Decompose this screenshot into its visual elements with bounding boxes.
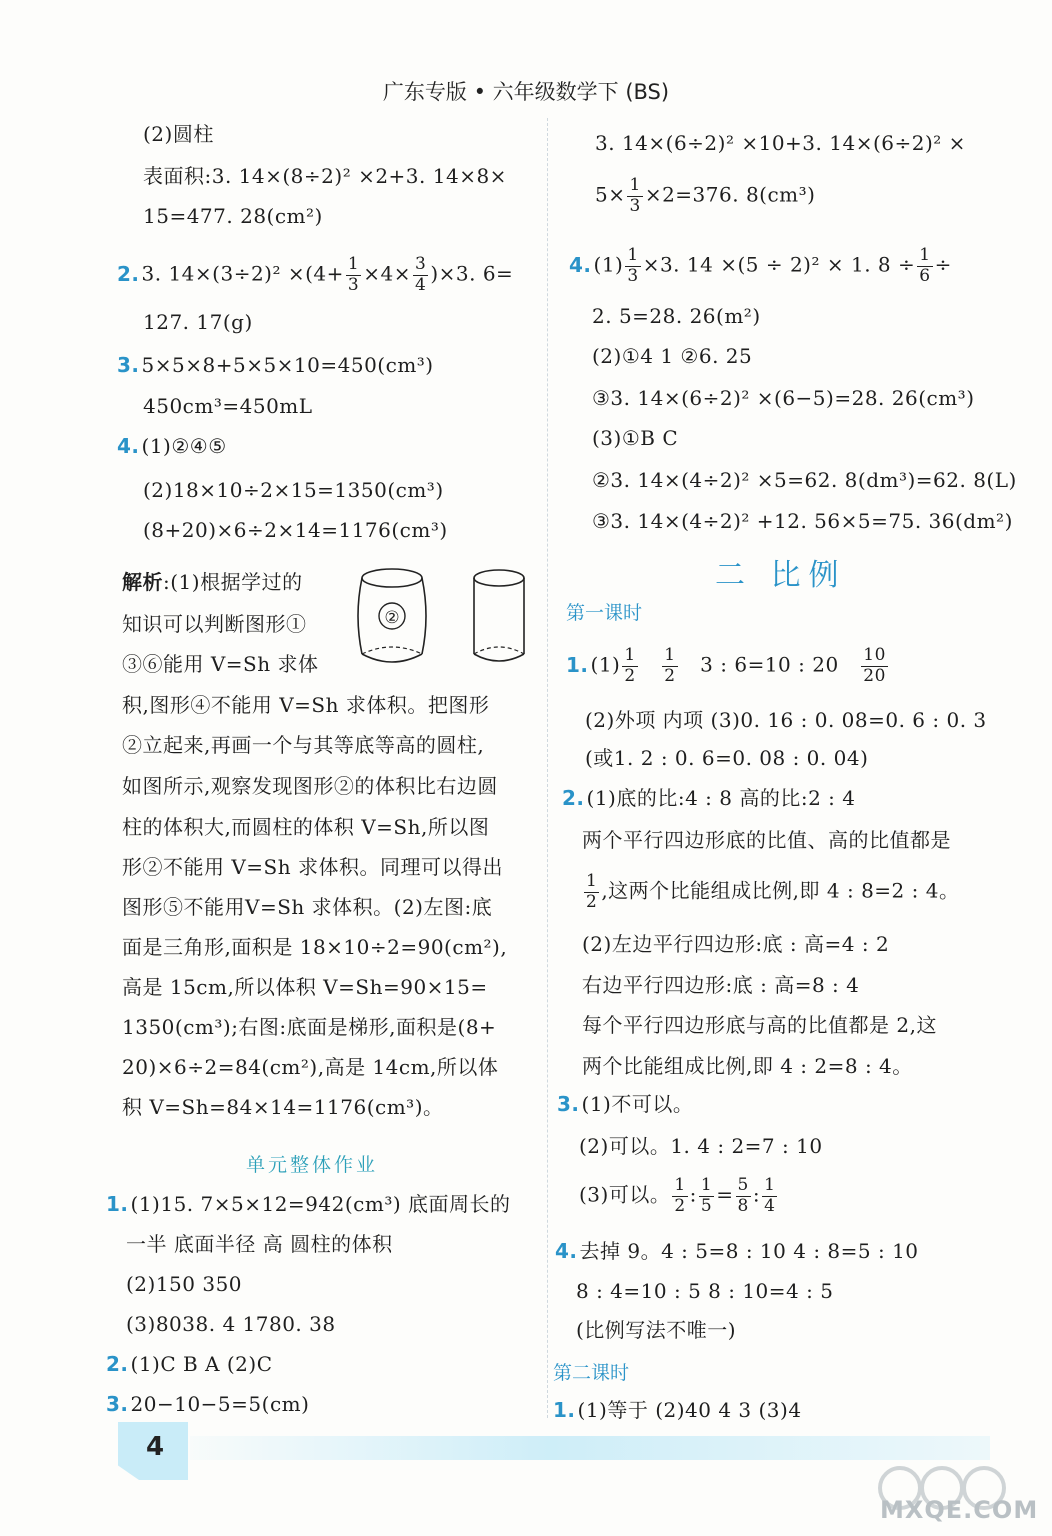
text-fragment: ,这两个比能组成比例,即 4 : 8=2 : 4。 bbox=[601, 878, 960, 903]
numerator: 1 bbox=[347, 254, 360, 274]
numerator: 1 bbox=[764, 1175, 776, 1195]
text-line: (或1. 2 : 0. 6=0. 08 : 0. 04) bbox=[585, 746, 869, 770]
denominator: 6 bbox=[919, 265, 931, 286]
fraction bbox=[625, 246, 640, 286]
lesson-title: 第一课时 bbox=[566, 602, 643, 624]
text-line: 3. 14×(6÷2)² ×10+3. 14×(6÷2)² × bbox=[595, 131, 966, 155]
text-fragment: (1)C B A (2)C bbox=[130, 1352, 273, 1376]
fraction bbox=[627, 176, 642, 216]
fraction bbox=[736, 1176, 751, 1216]
fraction bbox=[699, 1176, 714, 1216]
footer-band bbox=[190, 1436, 990, 1460]
fraction bbox=[346, 255, 361, 295]
analysis-line: 知识可以判断图形① bbox=[122, 612, 307, 636]
analysis-label: 解析 bbox=[122, 570, 163, 594]
analysis-line: ③⑥能用 V=Sh 求体 bbox=[122, 652, 319, 676]
analysis-line: 柱的体积大,而圆柱的体积 V=Sh,所以图 bbox=[122, 815, 490, 839]
text-line bbox=[579, 1176, 779, 1216]
fraction bbox=[584, 872, 599, 912]
ratio-colon: : bbox=[752, 1182, 761, 1207]
text-line: (2)外项 内项 (3)0. 16 : 0. 08=0. 6 : 0. 3 bbox=[585, 708, 987, 732]
lesson2-question-1 bbox=[553, 1400, 802, 1420]
text-fragment: ×2=376. 8(cm³) bbox=[644, 182, 816, 207]
numerator: 1 bbox=[624, 645, 636, 665]
denominator: 3 bbox=[347, 274, 360, 295]
question-number: 2. bbox=[562, 786, 585, 810]
analysis-line: 图形⑤不能用V=Sh 求体积。(2)左图:底 bbox=[122, 895, 493, 919]
analysis-line: ②立起来,再画一个与其等底等高的圆柱, bbox=[122, 733, 485, 757]
question-2 bbox=[117, 255, 513, 295]
question-number: 1. bbox=[106, 1192, 129, 1216]
text-line: (比例写法不唯一) bbox=[576, 1318, 737, 1342]
text-fragment: )×3. 6= bbox=[430, 261, 514, 286]
analysis-line bbox=[122, 572, 303, 592]
fraction bbox=[672, 1176, 687, 1216]
analysis-line: 面是三角形,面积是 18×10÷2=90(cm²), bbox=[122, 935, 508, 959]
text-fragment: 20−10−5=5(cm) bbox=[130, 1392, 310, 1416]
question-3 bbox=[117, 355, 434, 375]
analysis-line: 1350(cm³);右图:底面是梯形,面积是(8+ bbox=[122, 1015, 497, 1039]
fraction bbox=[861, 646, 888, 686]
text-line: ③3. 14×(6÷2)² ×(6−5)=28. 26(cm³) bbox=[592, 386, 975, 410]
analysis-line: 积 V=Sh=84×14=1176(cm³)。 bbox=[122, 1095, 444, 1119]
question-number: 3. bbox=[557, 1092, 580, 1116]
chapter-title: 二 比例 bbox=[715, 558, 847, 593]
question-number: 2. bbox=[106, 1352, 129, 1376]
text-fragment: (1)等于 (2)40 4 3 (3)4 bbox=[577, 1398, 802, 1422]
numerator: 1 bbox=[627, 245, 639, 265]
denominator: 2 bbox=[586, 891, 598, 912]
section-title: 单元整体作业 bbox=[246, 1154, 379, 1176]
text-fragment: 去掉 9。4 : 5=8 : 10 4 : 8=5 : 10 bbox=[579, 1239, 919, 1263]
text-line: (2)18×10÷2×15=1350(cm³) bbox=[143, 478, 444, 502]
numerator: 10 bbox=[863, 645, 886, 665]
numerator: 1 bbox=[586, 871, 598, 891]
denominator: 2 bbox=[674, 1195, 686, 1216]
lesson1-question-4 bbox=[555, 1241, 919, 1261]
text-line: ③3. 14×(4÷2)² +12. 56×5=75. 36(dm²) bbox=[592, 509, 1013, 533]
text-line: 一半 底面半径 高 圆柱的体积 bbox=[126, 1232, 393, 1256]
text-line: (3)8038. 4 1780. 38 bbox=[126, 1312, 336, 1336]
numerator: 1 bbox=[664, 645, 676, 665]
analysis-line: 高是 15cm,所以体积 V=Sh=90×15= bbox=[122, 975, 488, 999]
question-number: 4. bbox=[569, 252, 592, 277]
question-4 bbox=[117, 436, 227, 456]
question-number: 3. bbox=[117, 353, 140, 377]
text-line: 右边平行四边形:底 : 高=8 : 4 bbox=[582, 973, 860, 997]
text-line: ②3. 14×(4÷2)² ×5=62. 8(dm³)=62. 8(L) bbox=[592, 468, 1017, 492]
denominator: 20 bbox=[863, 665, 886, 686]
lesson-title: 第二课时 bbox=[553, 1362, 630, 1384]
text-line: 两个平行四边形底的比值、高的比值都是 bbox=[582, 828, 951, 852]
lesson1-question-1 bbox=[566, 646, 890, 686]
text-fragment: (1)底的比:4 : 8 高的比:2 : 4 bbox=[586, 786, 856, 810]
numerator: 1 bbox=[629, 175, 641, 195]
text-fragment: (1)15. 7×5×12=942(cm³) 底面周长的 bbox=[130, 1192, 511, 1216]
text-fragment: :(1)根据学过的 bbox=[163, 570, 303, 594]
numerator: 3 bbox=[414, 254, 427, 274]
text-line: 2. 5=28. 26(m²) bbox=[592, 304, 761, 328]
unit-question-1 bbox=[106, 1194, 511, 1214]
denominator: 2 bbox=[624, 665, 636, 686]
question-number: 4. bbox=[555, 1239, 578, 1263]
lesson1-question-3 bbox=[557, 1094, 693, 1114]
unit-question-3 bbox=[106, 1394, 309, 1414]
text-fragment: (3)可以。 bbox=[579, 1182, 671, 1207]
lesson1-question-2 bbox=[562, 788, 855, 808]
text-line: 450cm³=450mL bbox=[143, 394, 313, 418]
numerator: 1 bbox=[674, 1175, 686, 1195]
analysis-line: 形②不能用 V=Sh 求体积。同理可以得出 bbox=[122, 855, 503, 879]
text-line: 每个平行四边形底与高的比值都是 2,这 bbox=[582, 1013, 937, 1037]
text-line: 15=477. 28(cm²) bbox=[143, 204, 323, 228]
analysis-line: 积,图形④不能用 V=Sh 求体积。把图形 bbox=[122, 693, 490, 717]
text-line: (2)150 350 bbox=[126, 1272, 243, 1296]
text-line: 表面积:3. 14×(8÷2)² ×2+3. 14×8× bbox=[143, 164, 507, 188]
watermark-text: MXQE.COM bbox=[880, 1496, 1039, 1524]
question-number: 2. bbox=[117, 261, 140, 286]
text-line: (2)①4 1 ②6. 25 bbox=[592, 344, 753, 368]
text-fragment: (1)不可以。 bbox=[581, 1092, 694, 1116]
analysis-line: 如图所示,观察发现图形②的体积比右边圆 bbox=[122, 774, 498, 798]
numerator: 5 bbox=[737, 1175, 749, 1195]
denominator: 5 bbox=[700, 1195, 713, 1216]
fraction bbox=[762, 1176, 777, 1216]
numerator: 1 bbox=[919, 245, 931, 265]
question-4-right bbox=[569, 246, 952, 286]
text-line: (3)①B C bbox=[592, 426, 679, 450]
text-fragment: 3. 14×(3÷2)² ×(4+ bbox=[141, 261, 344, 286]
denominator: 4 bbox=[764, 1195, 776, 1216]
text-line: (8+20)×6÷2×14=1176(cm³) bbox=[143, 518, 448, 542]
numerator: 1 bbox=[700, 1175, 713, 1195]
text-fragment: 5× bbox=[595, 182, 626, 207]
text-fragment: (1) bbox=[593, 252, 624, 277]
question-number: 1. bbox=[553, 1398, 576, 1422]
ratio-colon: : bbox=[689, 1182, 697, 1207]
fraction bbox=[622, 646, 637, 686]
text-fragment: ÷ bbox=[934, 252, 952, 277]
denominator: 3 bbox=[629, 195, 641, 216]
fraction bbox=[917, 246, 932, 286]
analysis-line: 20)×6÷2=84(cm²),高是 14cm,所以体 bbox=[122, 1055, 499, 1079]
denominator: 3 bbox=[627, 265, 639, 286]
barrel-figure bbox=[352, 566, 432, 666]
cylinder-figure bbox=[470, 568, 528, 666]
page-number: 4 bbox=[146, 1432, 165, 1462]
unit-question-2 bbox=[106, 1354, 273, 1374]
text-fragment: ×4× bbox=[363, 261, 411, 286]
column-divider bbox=[547, 118, 548, 1418]
text-line: (2)可以。1. 4 : 2=7 : 10 bbox=[579, 1134, 823, 1158]
text-fragment: (1)②④⑤ bbox=[141, 434, 227, 458]
question-number: 1. bbox=[566, 652, 589, 677]
denominator: 8 bbox=[737, 1195, 749, 1216]
text-line: 127. 17(g) bbox=[143, 310, 253, 334]
text-line bbox=[595, 176, 815, 216]
text-fragment: ×3. 14 ×(5 ÷ 2)² × 1. 8 ÷ bbox=[642, 252, 916, 277]
text-fragment: (1) bbox=[590, 652, 621, 677]
text-line: 两个比能组成比例,即 4 : 2=8 : 4。 bbox=[582, 1054, 913, 1078]
denominator: 2 bbox=[664, 665, 676, 686]
text-line: (2)圆柱 bbox=[143, 122, 214, 146]
question-number: 4. bbox=[117, 434, 140, 458]
text-line bbox=[582, 872, 959, 912]
text-line: 8 : 4=10 : 5 8 : 10=4 : 5 bbox=[576, 1279, 834, 1303]
equals-sign: = bbox=[716, 1182, 734, 1207]
fraction bbox=[662, 646, 677, 686]
question-number: 3. bbox=[106, 1392, 129, 1416]
page-header: 广东专版 • 六年级数学下 (BS) bbox=[382, 80, 670, 104]
denominator: 4 bbox=[414, 274, 427, 295]
text-line: (2)左边平行四边形:底 : 高=4 : 2 bbox=[582, 932, 890, 956]
fraction bbox=[413, 255, 428, 295]
figure-label: ② bbox=[384, 608, 400, 628]
text-fragment: 3 : 6=10 : 20 bbox=[700, 652, 839, 677]
text-fragment: 5×5×8+5×5×10=450(cm³) bbox=[141, 353, 434, 377]
